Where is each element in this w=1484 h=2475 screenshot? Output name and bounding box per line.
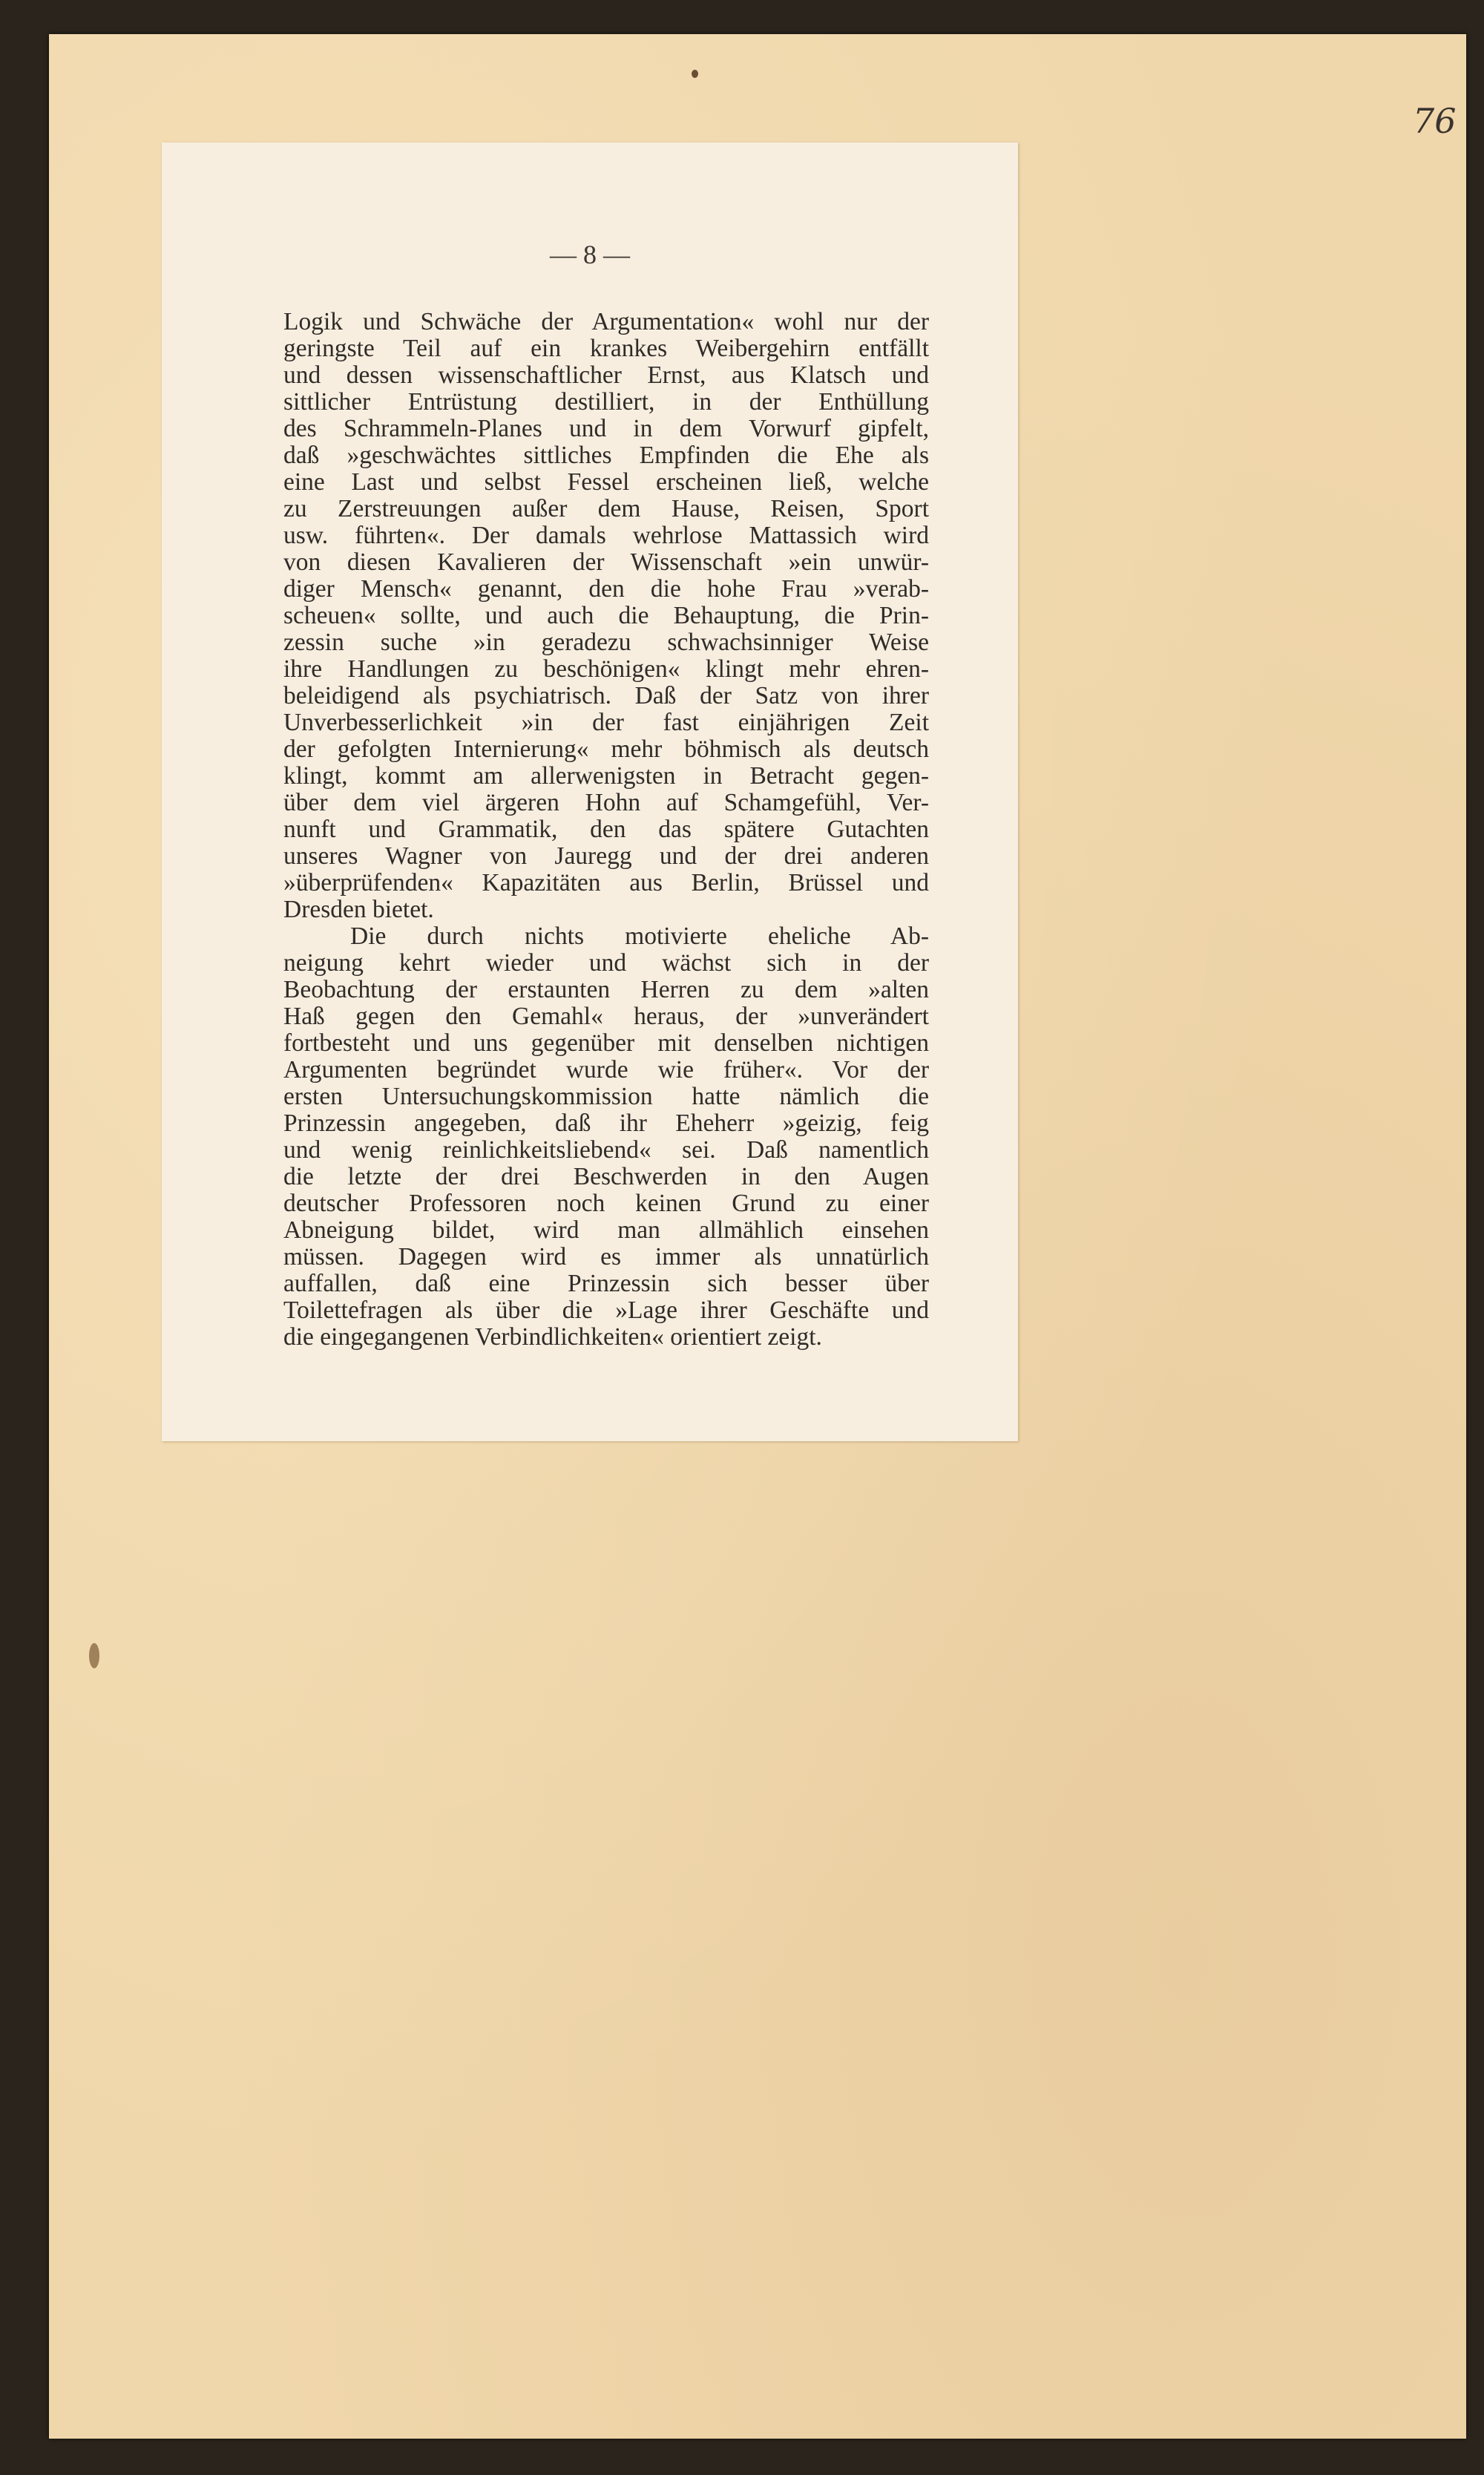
text-line: klingt, kommt am allerwenigsten in Betracht gegen-	[283, 762, 929, 790]
text-line: Toilettefragen als über die »Lage ihrer Geschäfte und	[283, 1296, 929, 1324]
text-line: Die durch nichts motivierte eheliche Ab-	[350, 922, 929, 950]
text-line: der gefolgten Internierung« mehr böhmisch als deutsch	[283, 735, 929, 763]
text-line: Logik und Schwäche der Argumentation« wohl nur der	[283, 308, 929, 335]
text-line: Abneigung bildet, wird man allmählich einsehen	[283, 1216, 929, 1244]
text-line: Unverbesserlichkeit »in der fast einjährigen Zeit	[283, 709, 929, 736]
text-line: ihre Handlungen zu beschönigen« klingt mehr ehren-	[283, 655, 929, 683]
text-line: Haß gegen den Gemahl« heraus, der »unverändert	[283, 1003, 929, 1030]
text-line: müssen. Dagegen wird es immer als unnatürlich	[283, 1243, 929, 1271]
clipping-text	[283, 309, 929, 1351]
text-line: ersten Untersuchungskommission hatte nämlich die	[283, 1083, 929, 1110]
text-line: neigung kehrt wieder und wächst sich in der	[283, 949, 929, 977]
text-line: von diesen Kavalieren der Wissenschaft »ein unwür-	[283, 548, 929, 576]
stain-spot	[89, 1643, 99, 1668]
ink-speck	[692, 70, 698, 78]
text-line: des Schrammeln-Planes und in dem Vorwurf gipfelt,	[283, 415, 929, 442]
text-line: sittlicher Entrüstung destilliert, in der Enthüllung	[283, 388, 929, 416]
archive-page-number: 76	[1413, 101, 1457, 141]
text-line: geringste Teil auf ein krankes Weibergehirn entfällt	[283, 335, 929, 362]
text-line: auffallen, daß eine Prinzessin sich besser über	[283, 1270, 929, 1297]
text-line: zu Zerstreuungen außer dem Hause, Reisen, Sport	[283, 495, 929, 522]
text-line: Prinzessin angegeben, daß ihr Eheherr »geizig, feig	[283, 1109, 929, 1137]
archive-board	[49, 34, 1466, 2439]
text-line: zessin suche »in geradezu schwachsinniger Weise	[283, 629, 929, 656]
newspaper-clipping	[162, 142, 1018, 1441]
text-line: Dresden bietet.	[283, 896, 434, 923]
text-line: daß »geschwächtes sittliches Empfinden die Ehe als	[283, 442, 929, 469]
text-line: nunft und Grammatik, den das spätere Gutachten	[283, 816, 929, 843]
text-line: diger Mensch« genannt, den die hohe Frau »verab-	[283, 575, 929, 603]
text-line: und wenig reinlichkeitsliebend« sei. Daß namentlich	[283, 1136, 929, 1164]
text-line: Beobachtung der erstaunten Herren zu dem »alten	[283, 976, 929, 1003]
clipping-page-number: — 8 —	[550, 240, 630, 269]
text-line: »überprüfenden« Kapazitäten aus Berlin, Brüssel und	[283, 869, 929, 896]
text-line: die eingegangenen Verbindlichkeiten« orientiert zeigt.	[283, 1323, 822, 1351]
text-line: über dem viel ärgeren Hohn auf Schamgefühl, Ver-	[283, 789, 929, 816]
text-line: und dessen wissenschaftlicher Ernst, aus Klatsch und	[283, 361, 929, 389]
text-line: eine Last und selbst Fessel erscheinen ließ, welche	[283, 468, 929, 496]
text-line: usw. führten«. Der damals wehrlose Mattassich wird	[283, 522, 929, 549]
text-line: deutscher Professoren noch keinen Grund zu einer	[283, 1190, 929, 1217]
text-line: scheuen« sollte, und auch die Behauptung, die Prin-	[283, 602, 929, 629]
text-line: Argumenten begründet wurde wie früher«. Vor der	[283, 1056, 929, 1084]
text-line: beleidigend als psychiatrisch. Daß der Satz von ihrer	[283, 682, 929, 709]
text-line: fortbesteht und uns gegenüber mit denselben nichtigen	[283, 1029, 929, 1057]
text-line: die letzte der drei Beschwerden in den Augen	[283, 1163, 929, 1190]
text-line: unseres Wagner von Jauregg und der drei anderen	[283, 842, 929, 870]
